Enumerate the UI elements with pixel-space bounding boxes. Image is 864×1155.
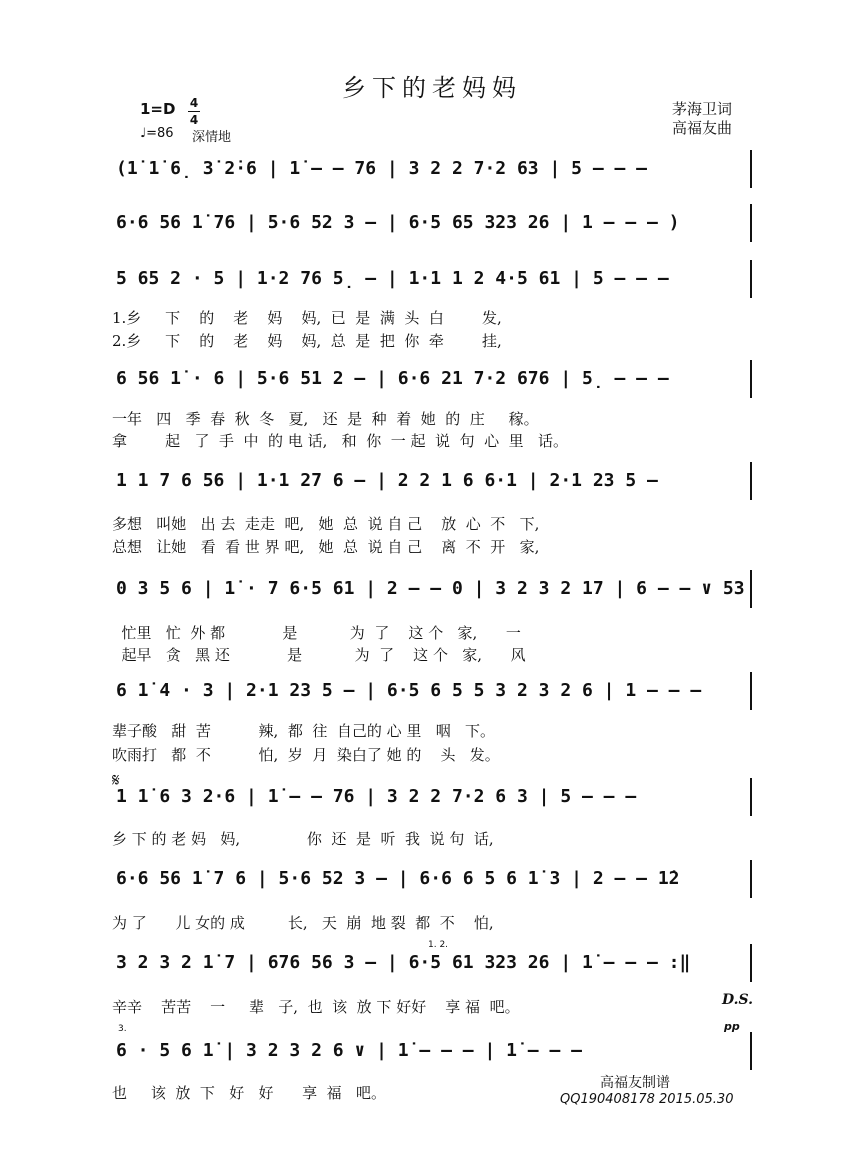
- contact-date: QQ190408178 2015.05.30: [560, 1092, 734, 1107]
- lyricist-credit: 茅海卫词: [672, 100, 733, 118]
- lyric-verse1-line4: 忙里 忙 外 都 是 为 了 这 个 家, 一: [112, 624, 521, 642]
- lyric-verse2-line5: 吹雨打 都 不 怕, 岁 月 染白了 她 的 头 发。: [112, 746, 500, 764]
- notation-row: 0 3 5 6 | 1̇ · 7 6·5 61 | 2 – – 0 | 3 2 3 2 17 | 6 – – ∨ 53: [116, 578, 745, 599]
- notation-row: 5 65 2 · 5 | 1·2 76 5̣ – | 1·1 1 2 4·5 61 | 5 – – –: [116, 268, 669, 289]
- dynamics-pp: pp: [724, 1020, 740, 1033]
- volta-first-second: 1. 2.: [428, 940, 449, 950]
- meter-bottom: 4: [189, 113, 199, 127]
- barline: [750, 204, 752, 242]
- lyric-verse2-line2: 拿 起 了 手 中 的 电 话, 和 你 一 起 说 句 心 里 话。: [112, 432, 568, 450]
- time-signature: [188, 96, 200, 127]
- barline: [750, 1032, 752, 1070]
- barline: [750, 150, 752, 188]
- barline: [750, 462, 752, 500]
- notation-row: 1 1 7 6 56 | 1·1 27 6 – | 2 2 1 6 6·1 | 2·1 23 5 –: [116, 470, 658, 491]
- barline: [750, 260, 752, 298]
- tempo-marking: ♩=86: [140, 126, 174, 141]
- lyric-verse2-line1: 2.乡 下 的 老 妈 妈, 总 是 把 你 牵 挂,: [112, 332, 502, 350]
- notation-row: 6 1̇ 4 · 3 | 2·1 23 5 – | 6·5 6 5 5 3 2 3 2 6 | 1 – – –: [116, 680, 702, 701]
- notation-row: 3 2 3 2 1̇ 7 | 676 56 3 – | 6·5 61 323 26 | 1̇ – – – :‖: [116, 952, 691, 973]
- notation-row: (1̇ 1̇ 6̣ 3̇ 2̇·6 | 1̇ – – 76 | 3 2 2 7·2 63 | 5 – – –: [116, 158, 648, 179]
- notation-row: 6 · 5 6 1̇ | 3 2 3 2 6 ∨ | 1̇ – – – | 1̇ – – –: [116, 1040, 582, 1061]
- notation-row: 6·6 56 1̇ 76 | 5·6 52 3 – | 6·5 65 323 26 | 1 – – – ): [116, 212, 680, 233]
- segno-sign: 𝄋: [112, 770, 120, 791]
- meter-top: 4: [189, 96, 199, 110]
- lyric-chorus-line1: 乡 下 的 老 妈 妈, 你 还 是 听 我 说 句 话,: [112, 830, 494, 848]
- key-signature: 1=D: [140, 100, 176, 118]
- barline: [750, 672, 752, 710]
- lyric-verse2-line4: 起早 贪 黑 还 是 为 了 这 个 家, 风: [112, 646, 526, 664]
- volta-third: 3.: [118, 1024, 127, 1034]
- lyric-verse1-line1: 1.乡 下 的 老 妈 妈, 已 是 满 头 白 发,: [112, 309, 502, 327]
- barline: [750, 778, 752, 816]
- barline: [750, 944, 752, 982]
- barline: [750, 360, 752, 398]
- lyric-verse2-line3: 总想 让她 看 看 世 界 吧, 她 总 说 自 己 离 不 开 家,: [112, 538, 540, 556]
- barline: [750, 860, 752, 898]
- lyric-ending-line: 也 该 放 下 好 好 享 福 吧。: [112, 1084, 386, 1102]
- lyric-verse1-line3: 多想 叫她 出 去 走走 吧, 她 总 说 自 己 放 心 不 下,: [112, 515, 540, 533]
- composer-credit: 高福友曲: [672, 119, 733, 137]
- notation-row: 6 56 1̇ · 6 | 5·6 51 2 – | 6·6 21 7·2 676 | 5̣ – – –: [116, 368, 669, 389]
- barline: [750, 570, 752, 608]
- notation-row: 6·6 56 1̇ 7 6 | 5·6 52 3 – | 6·6 6 5 6 1̇ 3 | 2 – – 1̇2: [116, 868, 680, 889]
- song-title: 乡下的老妈妈: [342, 74, 522, 102]
- dal-segno-mark: D.S.: [722, 992, 754, 1008]
- lyric-verse1-line5: 辈子酸 甜 苦 辣, 都 往 自己的 心 里 咽 下。: [112, 722, 496, 740]
- expression-marking: 深情地: [192, 130, 232, 145]
- notation-row: 1 1̇ 6 3 2·6 | 1̇ – – 76 | 3 2 2 7·2 6 3 | 5 – – –: [116, 786, 637, 807]
- lyric-verse1-line2: 一年 四 季 春 秋 冬 夏, 还 是 种 着 她 的 庄 稼。: [112, 410, 539, 428]
- lyric-chorus-line2: 为 了 儿 女的 成 长, 天 崩 地 裂 都 不 怕,: [112, 914, 494, 932]
- transcriber-credit: 高福友制谱: [600, 1075, 670, 1091]
- lyric-chorus-line3: 辛辛 苦苦 一 辈 子, 也 该 放 下 好好 享 福 吧。: [112, 998, 520, 1016]
